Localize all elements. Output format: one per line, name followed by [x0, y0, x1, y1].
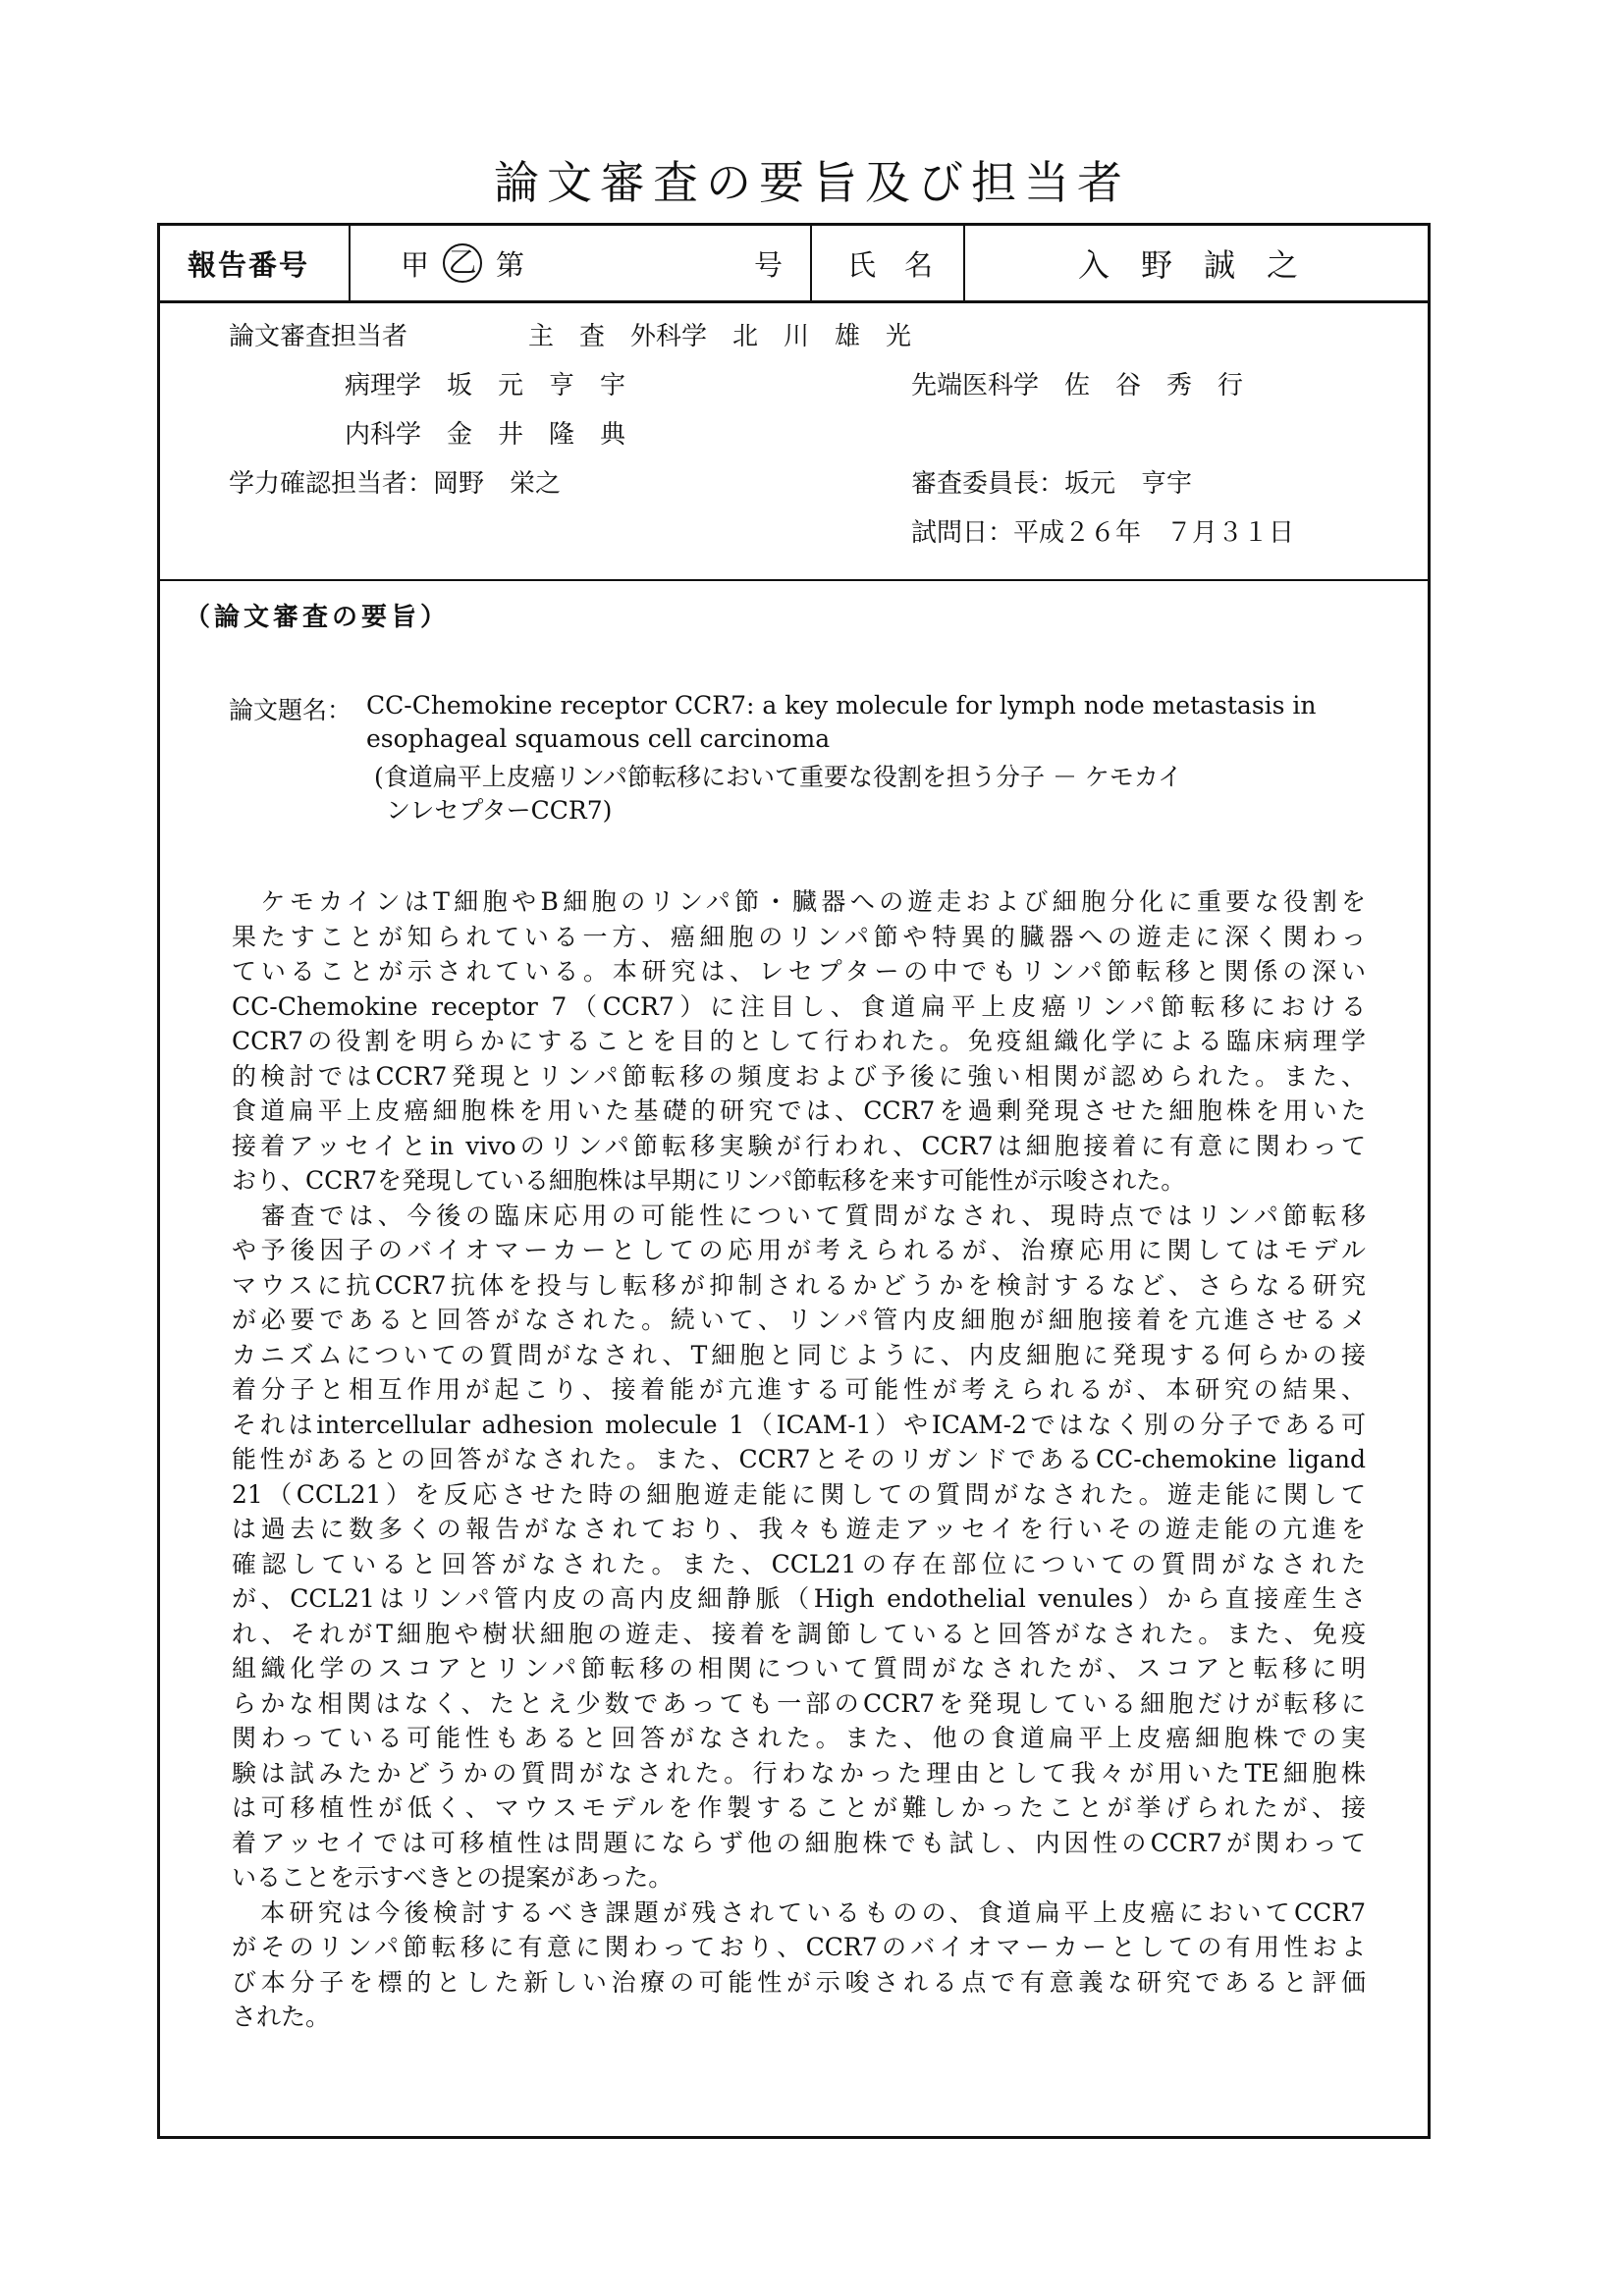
body-line: CCR7の役割を明らかにすることを目的として行われた。免疫組織化学による臨床病理学 [232, 1027, 1366, 1055]
applicant-name: 入 野 誠 之 [1078, 246, 1299, 284]
name-label: 氏 名 [847, 247, 934, 282]
body-line: ていることが示されている。本研究は、レセプターの中でもリンパ節転移と関係の深い [232, 957, 1366, 986]
examiner-pathology: 病理学 坂 元 亨 宇 [345, 371, 626, 400]
thesis-title-label: 論文題名： [229, 696, 352, 724]
body-line: や予後因子のバイオマーカーとしての応用が考えられるが、治療応用に関してはモデル [232, 1236, 1366, 1264]
body-line: 験は試みたかどうかの質問がなされた。行わなかった理由として我々が用いたTE細胞株 [232, 1758, 1366, 1788]
review-form [157, 223, 1431, 2139]
dai-text: 第 [496, 247, 525, 282]
body-line: ケモカインはT細胞やB細胞のリンパ節・臓器への遊走および細胞分化に重要な役割を [232, 887, 1366, 916]
otsu-circled: 乙 [443, 243, 482, 283]
kou-text: 甲 [401, 247, 430, 282]
go-text: 号 [754, 247, 784, 282]
header-row [160, 226, 1428, 303]
examiner-advanced-medicine: 先端医科学 佐 谷 秀 行 [911, 371, 1244, 400]
examiners-label: 論文審査担当者 [229, 322, 408, 351]
body-line: び本分子を標的とした新しい治療の可能性が示唆される点で有意義な研究であると評価 [232, 1967, 1366, 1997]
body-line: が必要であると回答がなされた。続いて、リンパ管内皮細胞が細胞接着を亢進させるメ [232, 1306, 1366, 1334]
committee-chair: 審査委員長：坂元 亨宇 [911, 469, 1193, 499]
body-line: CC-Chemokine receptor 7（CCR7）に注目し、食道扁平上皮癌リンパ節転移における [232, 991, 1366, 1021]
body-line: 21（CCL21）を反応させた時の細胞遊走能に関しての質問がなされた。遊走能に関して [232, 1479, 1366, 1509]
document-title: 論文審査の要旨及び担当者 [494, 156, 1130, 209]
body-line: 的検討ではCCR7発現とリンパ節転移の頻度および予後に強い相関が認められた。また、 [232, 1061, 1366, 1091]
report-number-field [401, 226, 524, 300]
body-line: 確認していると回答がなされた。また、CCL21の存在部位についての質問がなされた [232, 1549, 1366, 1578]
body-line: は可移植性が低く、マウスモデルを作製することが難しかったことが挙げられたが、接 [232, 1793, 1366, 1822]
body-line: が、CCL21はリンパ管内皮の高内皮細静脈（High endothelial venules）から直接産生さ [232, 1584, 1366, 1613]
ability-confirmer: 学力確認担当者：岡野 栄之 [229, 469, 562, 499]
exam-date: 試問日：平成２６年 ７月３１日 [911, 518, 1295, 548]
body-line: 能性があるとの回答がなされた。また、CCR7とそのリガンドであるCC-chemokine ligand [232, 1445, 1366, 1473]
body-line: マウスに抗CCR7抗体を投与し転移が抑制されるかどうかを検討するなど、さらなる研究 [232, 1270, 1366, 1300]
body-line: 果たすことが知られている一方、癌細胞のリンパ節や特異的臓器への遊走に深く関わっ [232, 922, 1366, 951]
review-summary-body [232, 884, 1366, 2035]
chief-examiner: 主 査 外科学 北 川 雄 光 [528, 322, 912, 351]
thesis-title-en-2: esophageal squamous cell carcinoma [366, 724, 831, 753]
divider [160, 579, 1428, 581]
body-line: 審査では、今後の臨床応用の可能性について質問がなされ、現時点ではリンパ節転移 [232, 1201, 1366, 1230]
report-number-label: 報告番号 [188, 247, 310, 282]
examiner-internal-medicine: 内科学 金 井 隆 典 [345, 420, 626, 450]
body-line: 食道扁平上皮癌細胞株を用いた基礎的研究では、CCR7を過剰発現させた細胞株を用いた [232, 1096, 1366, 1125]
body-line: らかな相関はなく、たとえ少数であっても一部のCCR7を発現している細胞だけが転移に [232, 1688, 1366, 1718]
thesis-title-ja-1: (食道扁平上皮癌リンパ節転移において重要な役割を担う分子 － ケモカイ [374, 763, 1183, 791]
body-line: それはintercellular adhesion molecule 1（ICAM-1）やICAM-2ではなく別の分子である可 [232, 1410, 1366, 1439]
body-line: れ、それがT細胞や樹状細胞の遊走、接着を調節していると回答がなされた。また、免疫 [232, 1619, 1366, 1648]
thesis-title-ja-2: ンレセプターCCR7) [386, 796, 613, 825]
body-line: 着分子と相互作用が起こり、接着能が亢進する可能性が考えられるが、本研究の結果、 [232, 1375, 1366, 1404]
body-line: がそのリンパ節転移に有意に関わっており、CCR7のバイオマーカーとしての有用性およ [232, 1933, 1366, 1961]
thesis-title-en-1: CC-Chemokine receptor CCR7: a key molecule for lymph node metastasis in [366, 691, 1317, 720]
body-line: 本研究は今後検討するべき課題が残されているものの、食道扁平上皮癌においてCCR7 [232, 1897, 1366, 1927]
body-line: は過去に数多くの報告がなされており、我々も遊走アッセイを行いその遊走能の亢進を [232, 1515, 1366, 1543]
body-line: 組織化学のスコアとリンパ節転移の相関について質問がなされたが、スコアと転移に明 [232, 1654, 1366, 1682]
section-heading: （論文審査の要旨） [185, 603, 451, 632]
body-line: 接着アッセイとin vivoのリンパ節転移実験が行われ、CCR7は細胞接着に有意に関わって [232, 1131, 1366, 1160]
body-line: 着アッセイでは可移植性は問題にならず他の細胞株でも試し、内因性のCCR7が関わって [232, 1828, 1366, 1857]
body-line: 関わっている可能性もあると回答がなされた。また、他の食道扁平上皮癌細胞株での実 [232, 1724, 1366, 1752]
body-line: カニズムについての質問がなされ、T細胞と同じように、内皮細胞に発現する何らかの接 [232, 1340, 1366, 1369]
body-line: おり、CCR7を発現している細胞株は早期にリンパ節転移を来す可能性が示唆された。 [232, 1166, 1186, 1195]
body-line: いることを示すべきとの提案があった。 [232, 1863, 674, 1892]
body-line: された。 [232, 2002, 331, 2031]
